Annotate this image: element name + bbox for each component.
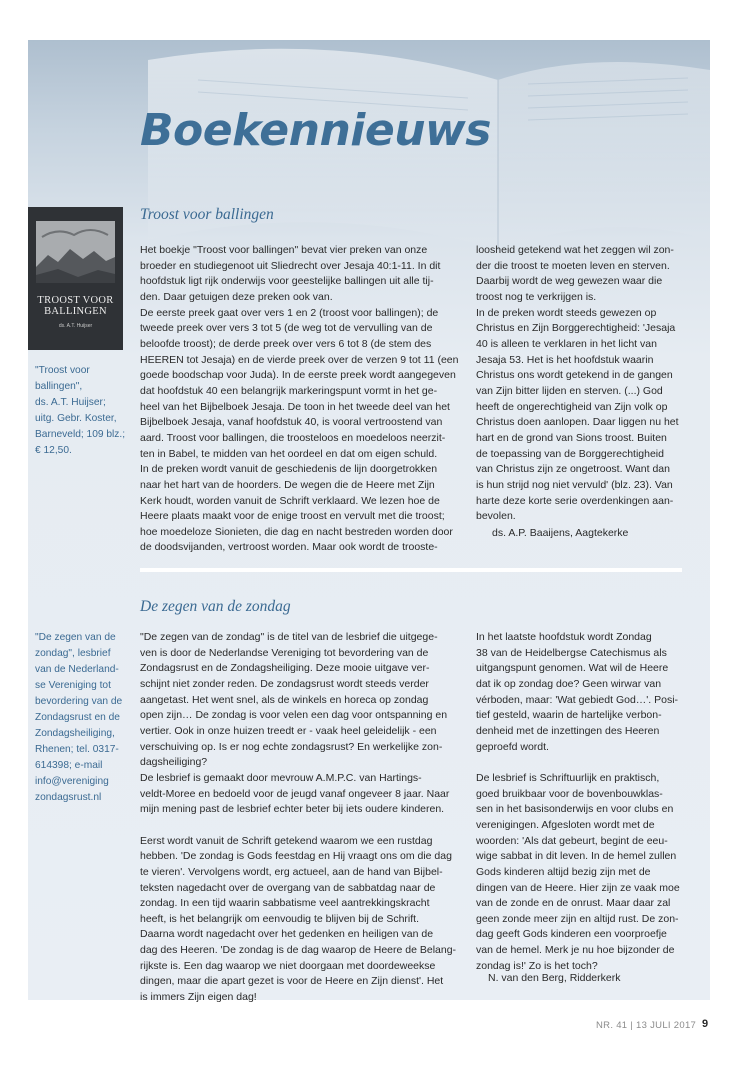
text-line: Bijbelboek Jesaja, vanaf hoofdstuk 40, is vooral vertroostend van bbox=[140, 416, 443, 429]
text-line: vertier. Ook in onze huizen treedt er - vaak heel geleidelijk - een bbox=[140, 724, 437, 737]
text-line: te vieren'. Vervolgens wordt, erg actueel, aan de hand van Bijbel- bbox=[140, 865, 443, 878]
book-info-line: 614398; e-mail bbox=[35, 760, 103, 771]
book-info-line: € 12,50. bbox=[35, 445, 72, 456]
text-line: de toepassing van de Borggerechtigheid bbox=[476, 447, 664, 460]
article-2-book-info bbox=[35, 630, 125, 806]
text-line bbox=[140, 818, 456, 834]
section-divider bbox=[140, 568, 682, 572]
text-line: mijn mening past de lesbrief echter beter bij iets oudere kinderen. bbox=[140, 803, 445, 816]
text-line: van Christus zijn ze ongetroost. Want dan bbox=[476, 463, 670, 476]
text-line: heel van het Bijbelboek Jesaja. De toon in het tweede deel van het bbox=[140, 400, 450, 413]
book-info-line: Rhenen; tel. 0317- bbox=[35, 744, 119, 755]
text-line: In het laatste hoofdstuk wordt Zondag bbox=[476, 631, 652, 643]
text-line: open zijn… De zondag is voor velen een dag voor ontspanning en bbox=[140, 709, 448, 722]
article-2-title: De zegen van de zondag bbox=[140, 598, 291, 615]
text-line: Eerst wordt vanuit de Schrift getekend waarom we een rustdag bbox=[140, 834, 433, 847]
text-line: aangetast. Het went snel, als de winkels en horeca op zondag bbox=[140, 693, 429, 706]
text-line: van de zonde en de onrust. Maar daar zal bbox=[476, 897, 671, 910]
text-line: de doodsvijanden, vertroost worden. Maar ook wordt de trooste- bbox=[140, 541, 438, 554]
text-line: In de preken wordt vanuit de geschiedenis de lijn doorgetrokken bbox=[140, 463, 438, 476]
text-line: heeft de ongerechtigheid van Zijn volk op bbox=[476, 400, 668, 413]
text-line: Kerk houdt, worden vanuit de Schrift verklaard. We lezen hoe de bbox=[140, 494, 440, 507]
book-info-line: zondagsrust.nl bbox=[35, 792, 102, 803]
text-line: den. Daar getuigen deze preken ook van. bbox=[140, 290, 333, 303]
article-1-book-info bbox=[35, 363, 125, 459]
book-info-line: info@vereniging bbox=[35, 776, 109, 787]
text-line: geen zonde meer zijn en altijd rust. De zon- bbox=[476, 912, 679, 925]
book-info-line: ds. A.T. Huijser; bbox=[35, 397, 106, 408]
text-line: vérboden, maar: 'Wat gebiedt God…'. Posi- bbox=[476, 693, 679, 706]
text-line: HEEREN tot Jesaja) en de vierde preek over de verzen 9 tot 11 (een bbox=[140, 353, 459, 366]
text-line: verenigingen. Afgesloten wordt met de bbox=[476, 818, 655, 831]
article-1-column-1 bbox=[140, 243, 458, 556]
book-info-line: ballingen", bbox=[35, 381, 83, 392]
text-line: 40 is alleen te verklaren in het licht van bbox=[476, 337, 657, 350]
text-line: hebben. 'De zondag is Gods feestdag en Hij vraagt ons om die dag bbox=[140, 850, 452, 863]
book-cover-image bbox=[28, 207, 123, 350]
text-line: woorden: 'Als dat gebeurt, begint de eeu- bbox=[476, 834, 668, 847]
text-line: hart en de grond van Sions troost. Buiten bbox=[476, 431, 667, 444]
text-line: veldt-Moree en bedoeld voor de jeugd vanaf ongeveer 8 jaar. Naar bbox=[140, 787, 450, 800]
text-line: sen in het basisonderwijs en voor clubs en bbox=[476, 803, 674, 816]
book-info-line: bevordering van de bbox=[35, 696, 123, 707]
text-line: is immers Zijn eigen dag! bbox=[140, 991, 257, 1004]
book-cover-title-line-2: BALLINGEN bbox=[44, 306, 107, 317]
book-cover-title bbox=[28, 295, 123, 317]
book-info-line: "De zegen van de bbox=[35, 632, 116, 643]
text-line: tweede preek over vers 3 tot 5 (de weg tot de vervulling van de bbox=[140, 322, 433, 335]
text-line: heeft, is het belangrijk om eenvoudig te blijven bij de Schrift. bbox=[140, 912, 419, 925]
text-line: harte deze korte serie overdenkingen aan- bbox=[476, 494, 674, 507]
text-line: 38 van de Heidelbergse Catechismus als bbox=[476, 646, 667, 659]
masthead-title: Boekennieuws bbox=[140, 105, 491, 156]
text-line: verschuiving op. Is er nog echte zondagsrust? En werkelijke zon- bbox=[140, 740, 443, 753]
text-line: bevolen. bbox=[476, 510, 516, 523]
book-info-line: uitg. Gebr. Koster, bbox=[35, 413, 117, 424]
book-info-line: se Vereniging tot bbox=[35, 680, 111, 691]
book-info-line: zondag", lesbrief bbox=[35, 648, 111, 659]
text-line: van Zijn bitter lijden en sterven. (...) God bbox=[476, 384, 663, 397]
text-line: schijnt niet zonder reden. De zondagsrust wordt steeds verder bbox=[140, 677, 429, 690]
text-line: dagsheiliging? bbox=[140, 756, 208, 769]
text-line: Christus en Zijn Borggerechtigheid: 'Jesaja bbox=[476, 322, 676, 335]
book-info-line: van de Nederland- bbox=[35, 664, 119, 675]
text-line: uitgangspunt genomen. Wat wil de Heere bbox=[476, 662, 669, 675]
text-line: zondag. In een tijd waarin sabbatisme veel aantrekkingskracht bbox=[140, 897, 430, 910]
text-line: tief gesteld, waarin de hartelijke verbon- bbox=[476, 709, 662, 722]
issue-info: NR. 41 | 13 JULI 2017 bbox=[596, 1020, 697, 1031]
text-line: broeder en studiegenoot uit Sliedrecht over Jesaja 40:1-11. In dit bbox=[140, 259, 441, 272]
text-line: Zondagsrust en de Zondagsheiliging. Deze mooie uitgave ver- bbox=[140, 662, 430, 675]
text-line: der die troost te moeten leven en sterven. bbox=[476, 259, 670, 272]
text-line: Christus ons wordt getekend in de gangen bbox=[476, 369, 673, 382]
book-info-line: Zondagsheiliging, bbox=[35, 728, 115, 739]
article-2-column-1 bbox=[140, 630, 456, 1006]
text-line: geproefd wordt. bbox=[476, 740, 549, 753]
text-line: dat hoofdstuk 40 een belangrijk markeringspunt vormt in het ge- bbox=[140, 384, 438, 397]
text-line: Christus doen aanlopen. Daar liggen nu het bbox=[476, 416, 679, 429]
book-info-line: Barneveld; 109 blz.; bbox=[35, 429, 126, 440]
text-line: Jesaja 53. Het is het hoofdstuk waarin bbox=[476, 353, 654, 366]
text-line: In de preken wordt steeds gewezen op bbox=[476, 306, 657, 319]
text-line: De lesbrief is gemaakt door mevrouw A.M.P.C. van Hartings- bbox=[140, 771, 422, 784]
text-line: teksten nagedacht over de overgang van de sabbatdag naar de bbox=[140, 881, 436, 894]
text-line: rijkste is. Een dag waarop we niet doorgaan met doordeweekse bbox=[140, 959, 436, 972]
text-line: is hun strijd nog niet vervuld' (blz. 23). Van bbox=[476, 478, 673, 491]
book-cover-title-line-1: TROOST VOOR bbox=[37, 295, 114, 306]
text-line: denheid met de inzettingen des Heeren bbox=[476, 724, 660, 737]
text-line: loosheid getekend wat het zeggen wil zon- bbox=[476, 244, 674, 256]
text-line: dingen, maar die apart gezet is voor de Heere en Zijn dienst'. Het bbox=[140, 975, 444, 988]
text-line: troost nog te verkrijgen is. bbox=[476, 290, 597, 303]
article-1-signature: ds. A.P. Baaijens, Aagtekerke bbox=[492, 527, 629, 539]
text-line: ven is door de Nederlandse Vereniging tot bevordering van de bbox=[140, 646, 429, 659]
text-line: De lesbrief is Schriftuurlijk en praktisch, bbox=[476, 771, 660, 784]
text-line: "De zegen van de zondag" is de titel van de lesbrief die uitgege- bbox=[140, 631, 438, 643]
text-line: beloofde troost); de derde preek over vers 6 tot 8 (de stem des bbox=[140, 337, 432, 350]
text-line: dingen van de Heere. Hier zijn ze vaak moe bbox=[476, 881, 680, 894]
book-info-line: "Troost voor bbox=[35, 365, 90, 376]
text-line: dag des Heeren. 'De zondag is de dag waarop de Heere de Belang- bbox=[140, 944, 457, 957]
text-line: Daarbij wordt de weg gewezen waar die bbox=[476, 275, 663, 288]
text-line: naar het hart van de hoorders. De wegen die de Heere met Zijn bbox=[140, 478, 435, 491]
book-info-line: Zondagsrust en de bbox=[35, 712, 120, 723]
article-1-title: Troost voor ballingen bbox=[140, 206, 274, 223]
text-line bbox=[476, 755, 680, 771]
text-line: ten in Babel, te midden van het oordeel en dat om eigen schuld. bbox=[140, 447, 438, 460]
text-line: hoofdstuk ligt rijk onderwijs voor geestelijke ballingen uit alle tij- bbox=[140, 275, 434, 288]
text-line: aard. Troost voor ballingen, die troosteloos en moedeloos neerzit- bbox=[140, 431, 446, 444]
text-line: Het boekje "Troost voor ballingen" bevat vier preken van onze bbox=[140, 244, 428, 256]
page-number: 9 bbox=[702, 1018, 709, 1030]
text-line: zondag is!' Zo is het toch? bbox=[476, 959, 598, 972]
text-line: goede boodschap voor Juda). In de eerste preek wordt aangegeven bbox=[140, 369, 456, 382]
article-1-column-2 bbox=[476, 243, 679, 525]
book-cover-author: ds. A.T. Huijser bbox=[58, 323, 93, 329]
article-2-column-2 bbox=[476, 630, 680, 974]
text-line: dag geeft Gods kinderen een voorproefje bbox=[476, 928, 667, 941]
text-line: Gods kinderen altijd bezig zijn met de bbox=[476, 865, 651, 878]
text-line: Heere plaats maakt voor de enige troost en vervult met die troost; bbox=[140, 510, 445, 523]
text-line: goed bruikbaar voor de bovenbouwklas- bbox=[476, 787, 663, 800]
article-2-signature: N. van den Berg, Ridderkerk bbox=[488, 972, 621, 984]
text-line: hoe moedeloze Sionieten, die dag en nacht bestreden worden door bbox=[140, 525, 453, 538]
text-line: De eerste preek gaat over vers 1 en 2 (troost voor ballingen); de bbox=[140, 306, 439, 319]
text-line: van de hemel. Merk je nu hoe bijzonder de bbox=[476, 944, 675, 957]
text-line: wige sabbat in dit leven. In de hemel zullen bbox=[476, 850, 677, 863]
text-line: Daarna wordt nagedacht over het gedenken en heiligen van de bbox=[140, 928, 434, 941]
text-line: dat ik op zondag doe? Geen wirwar van bbox=[476, 677, 662, 690]
